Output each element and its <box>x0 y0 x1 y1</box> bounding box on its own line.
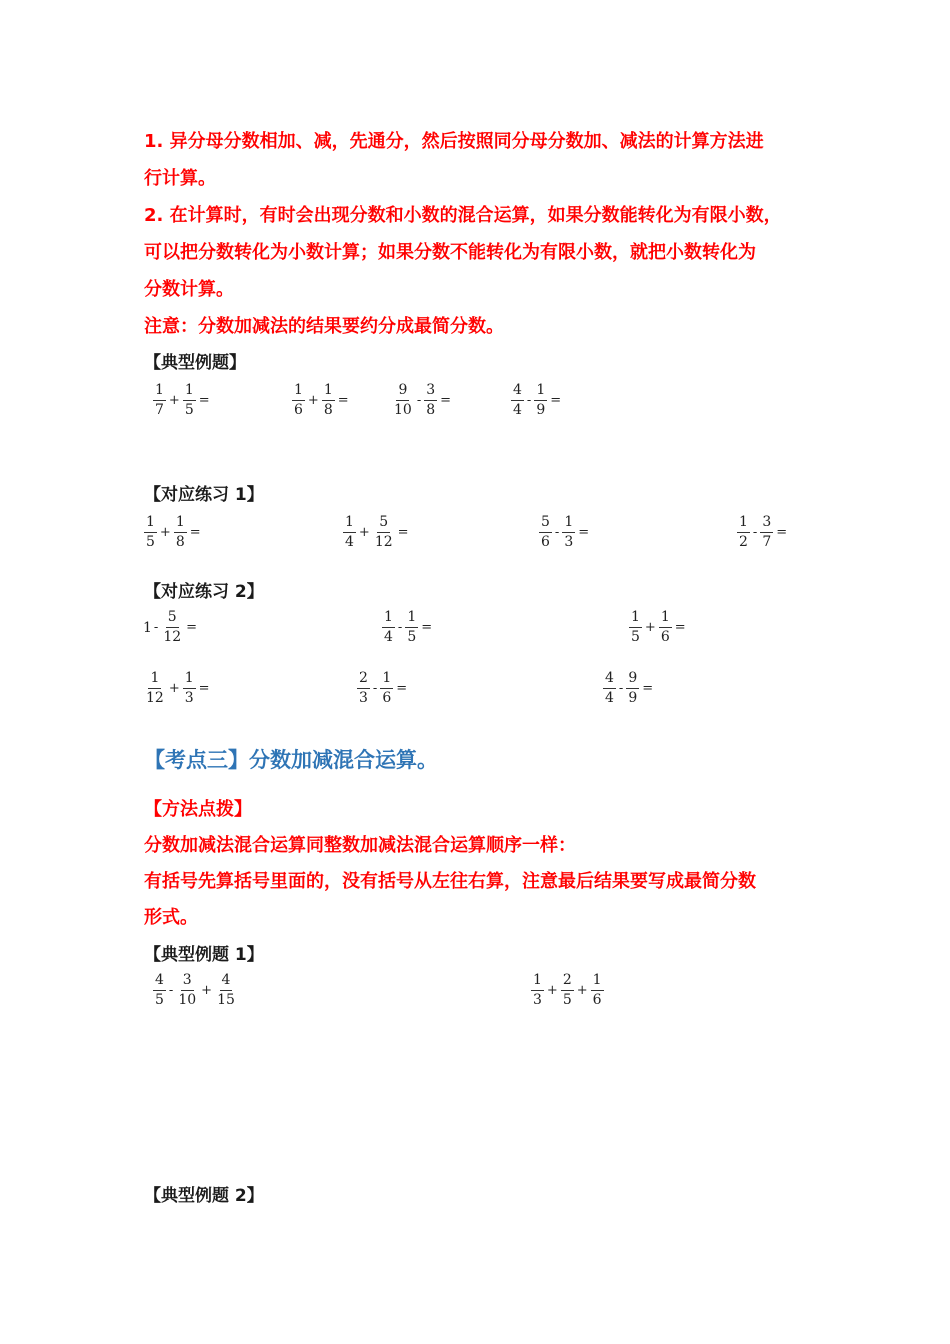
rule-note: 注意：分数加减法的结果要约分成最简分数。 <box>144 316 504 337</box>
practice1-expression: $\frac{1}{5}$ + $\frac{1}{8}$ = <box>146 514 201 550</box>
practice1-header: 【对应练习 1】 <box>144 485 264 505</box>
example-expression: $\frac{9}{10}$ - $\frac{3}{8}$ = <box>394 382 452 418</box>
method-header: 【方法点拨】 <box>144 799 252 820</box>
mixed-expression: $\frac{1}{3}$ + $\frac{2}{5}$ + $\frac{1}{6}$ <box>533 972 602 1008</box>
practice1-expression: $\frac{5}{6}$ - $\frac{1}{3}$ = <box>541 514 590 550</box>
method-line: 形式。 <box>144 907 198 928</box>
example-expression: $\frac{4}{4}$ - $\frac{1}{9}$ = <box>513 382 562 418</box>
rule-line: 行计算。 <box>144 168 216 189</box>
rule-line: 分数计算。 <box>144 279 234 300</box>
rule-line: 2. 在计算时，有时会出现分数和小数的混合运算，如果分数能转化为有限小数， <box>144 205 782 226</box>
practice2-expression: 1 - $\frac{5}{12}$ = <box>143 609 198 645</box>
example-header: 【典型例题】 <box>144 353 246 373</box>
method-line: 分数加减法混合运算同整数加减法混合运算顺序一样： <box>144 835 576 856</box>
rule-line: 1. 异分母分数相加、减，先通分，然后按照同分母分数加、减法的计算方法进 <box>144 131 764 152</box>
practice1-expression: $\frac{1}{2}$ - $\frac{3}{7}$ = <box>739 514 788 550</box>
practice2-expression: $\frac{1}{4}$ - $\frac{1}{5}$ = <box>384 609 433 645</box>
example2-header: 【典型例题 2】 <box>144 1186 264 1206</box>
practice2-expression: $\frac{2}{3}$ - $\frac{1}{6}$ = <box>359 670 408 706</box>
section-title: 【考点三】分数加减混合运算。 <box>144 748 438 772</box>
practice1-expression: $\frac{1}{4}$ + $\frac{5}{12}$ = <box>345 514 409 550</box>
method-line: 有括号先算括号里面的，没有括号从左往右算，注意最后结果要写成最简分数 <box>144 871 756 892</box>
practice2-header: 【对应练习 2】 <box>144 582 264 602</box>
example-expression: $\frac{1}{6}$ + $\frac{1}{8}$ = <box>294 382 349 418</box>
mixed-expression: $\frac{4}{5}$ - $\frac{3}{10}$ + $\frac{4}{15}$ <box>155 972 235 1008</box>
practice2-expression: $\frac{4}{4}$ - $\frac{9}{9}$ = <box>605 670 654 706</box>
example-expression: $\frac{1}{7}$ + $\frac{1}{5}$ = <box>155 382 210 418</box>
rule-line: 可以把分数转化为小数计算；如果分数不能转化为有限小数，就把小数转化为 <box>144 242 756 263</box>
practice2-expression: $\frac{1}{12}$ + $\frac{1}{3}$ = <box>146 670 210 706</box>
practice2-expression: $\frac{1}{5}$ + $\frac{1}{6}$ = <box>631 609 686 645</box>
example1-header: 【典型例题 1】 <box>144 945 264 965</box>
